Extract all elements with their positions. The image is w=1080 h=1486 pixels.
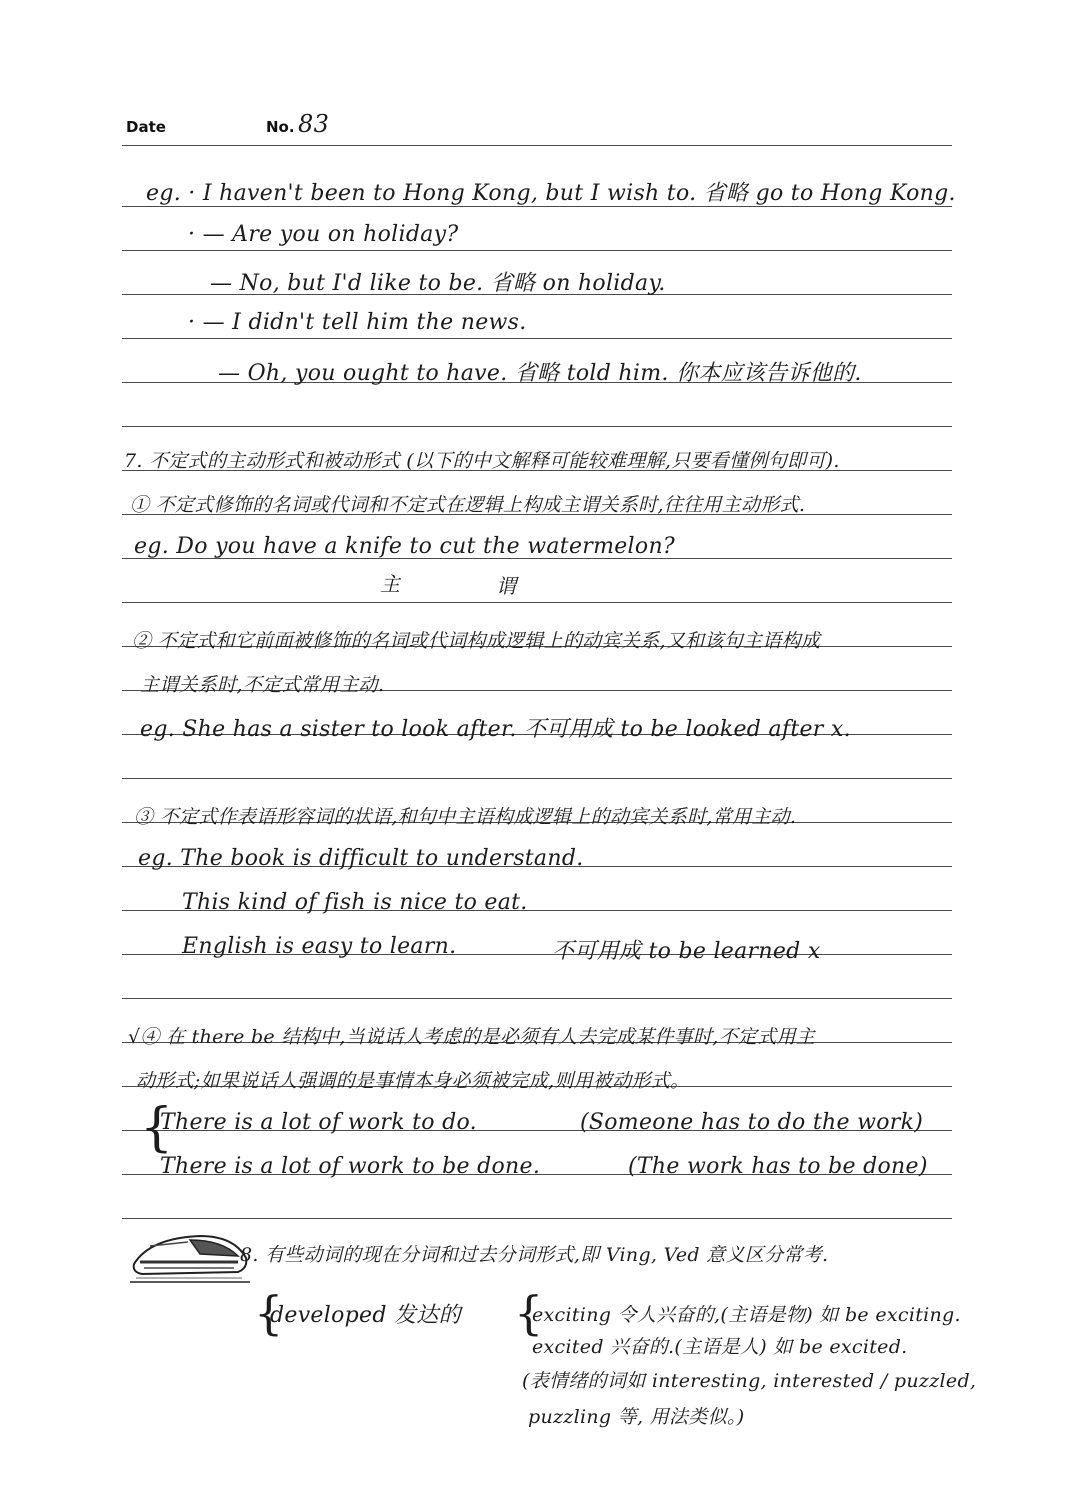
note-line: eg. She has a sister to look after. 不可用成 to be looked after x. — [140, 717, 851, 742]
rule-line — [122, 602, 952, 603]
note-line: (Someone has to do the work) — [580, 1110, 924, 1135]
note-line: · — I didn't tell him the news. — [188, 310, 527, 335]
note-line: 主谓关系时,不定式常用主动. — [140, 674, 385, 696]
note-line: There is a lot of work to do. — [160, 1110, 477, 1135]
rule-line — [122, 998, 952, 999]
rule-line — [122, 778, 952, 779]
rule-line — [122, 338, 952, 339]
note-line: eg. The book is difficult to understand. — [138, 846, 584, 871]
note-line: (The work has to be done) — [628, 1154, 928, 1179]
note-line: · — Are you on holiday? — [188, 222, 459, 247]
brace-icon: { — [514, 1286, 544, 1340]
rule-line — [122, 250, 952, 251]
note-line: 动形式;如果说话人强调的是事情本身必须被完成,则用被动形式。 — [136, 1070, 690, 1092]
note-line: English is easy to learn. — [182, 934, 457, 959]
rule-line — [122, 1218, 952, 1219]
no-label: No. — [266, 118, 295, 136]
note-line: √④ 在 there be 结构中,当说话人考虑的是必须有人去完成某件事时,不定式用主 — [128, 1026, 816, 1048]
note-line: This kind of fish is nice to eat. — [182, 890, 528, 915]
note-line: (表情绪的词如 interesting, interested / puzzled, — [522, 1370, 977, 1392]
note-line: — Oh, you ought to have. 省略 told him. 你本应该告诉他的. — [218, 361, 862, 386]
note-line: ① 不定式修饰的名词或代词和不定式在逻辑上构成主谓关系时,往往用主动形式. — [130, 494, 806, 516]
note-line: — No, but I'd like to be. 省略 on holiday. — [210, 271, 666, 296]
note-line: eg. Do you have a knife to cut the watermelon? — [134, 534, 676, 559]
rule-line — [122, 426, 952, 427]
note-line: There is a lot of work to be done. — [160, 1154, 541, 1179]
brace-icon: { — [140, 1098, 174, 1158]
note-line: exciting 令人兴奋的,(主语是物) 如 be exciting. — [532, 1304, 961, 1326]
note-line: 不可用成 to be learned x — [552, 939, 821, 964]
annotation-subject: 主 — [380, 572, 400, 596]
note-line: ③ 不定式作表语形容词的状语,和句中主语构成逻辑上的动宾关系时,常用主动. — [134, 806, 797, 828]
note-line: excited 兴奋的.(主语是人) 如 be excited. — [532, 1336, 908, 1358]
note-line: puzzling 等, 用法类似。) — [528, 1406, 745, 1428]
section-heading-7: 7. 不定式的主动形式和被动形式 (以下的中文解释可能较难理解,只要看懂例句即可). — [124, 450, 840, 472]
rule-line — [122, 145, 952, 146]
train-icon — [130, 1224, 250, 1286]
section-heading-8: 8. 有些动词的现在分词和过去分词形式,即 Ving, Ved 意义区分常考. — [240, 1244, 829, 1266]
note-line: ② 不定式和它前面被修饰的名词或代词构成逻辑上的动宾关系,又和该句主语构成 — [132, 630, 821, 652]
annotation-predicate: 谓 — [496, 574, 516, 598]
note-line: eg. · I haven't been to Hong Kong, but I wish to. 省略 go to Hong Kong. — [146, 181, 956, 206]
page-number: 83 — [298, 110, 330, 138]
note-line: developed 发达的 — [270, 1303, 461, 1328]
brace-icon: { — [254, 1286, 284, 1340]
date-label: Date — [126, 118, 166, 136]
